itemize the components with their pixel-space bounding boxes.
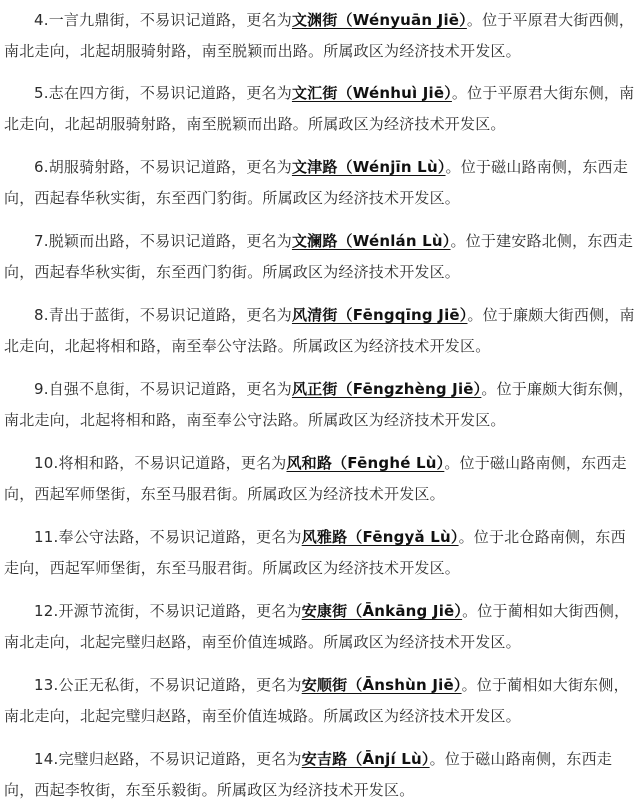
list-item — [4, 744, 640, 806]
street-description: 。位于蔺相如大街西侧，南北走向，北起完璧归赵路，南至价值连城路。所属政区为经济技术开发区。 — [4, 602, 630, 651]
street-description: 。位于磁山路南侧，东西走向，西起军师堡街，东至马服君街。所属政区为经济技术开发区。 — [4, 454, 627, 503]
old-street-name: 脱颖而出路 — [48, 232, 125, 250]
list-item — [4, 152, 640, 214]
street-description: 。位于廉颇大街东侧，南北走向，北起将相和路，南至奉公守法路。所属政区为经济技术开发区。 — [4, 380, 634, 429]
old-street-name: 胡服骑射路 — [48, 158, 125, 176]
street-description: 。位于平原君大街西侧，南北走向，北起胡服骑射路，南至脱颖而出路。所属政区为经济技术开发区。 — [4, 11, 635, 60]
item-number: 4. — [34, 11, 49, 29]
item-number: 10. — [34, 454, 59, 472]
new-street-name: 文澜路（Wénlán Lù） — [291, 232, 451, 250]
item-number: 6. — [34, 158, 49, 176]
street-description: 。位于平原君大街东侧，南北走向，北起胡服骑射路，南至脱颖而出路。所属政区为经济技术开发区。 — [4, 84, 635, 133]
old-street-name: 公正无私街 — [58, 676, 135, 694]
rename-phrase: ，不易识记道路，更名为 — [124, 380, 292, 398]
item-number: 8. — [34, 306, 49, 324]
rename-phrase: ，不易识记道路，更名为 — [134, 528, 302, 546]
new-street-name: 安康街（Ānkāng Jiē） — [301, 602, 463, 620]
item-number: 11. — [34, 528, 59, 546]
rename-phrase: ，不易识记道路，更名为 — [119, 454, 287, 472]
rename-phrase: ，不易识记道路，更名为 — [124, 11, 292, 29]
old-street-name: 奉公守法路 — [58, 528, 135, 546]
old-street-name: 将相和路 — [58, 454, 120, 472]
list-item — [4, 596, 640, 658]
new-street-name: 风清街（Fēngqīng Jiē） — [291, 306, 468, 324]
old-street-name: 自强不息街 — [48, 380, 125, 398]
street-description: 。位于磁山路南侧，东西走向，西起春华秋实街，东至西门豹街。所属政区为经济技术开发区。 — [4, 158, 628, 207]
item-number: 12. — [34, 602, 59, 620]
rename-phrase: ，不易识记道路，更名为 — [134, 602, 302, 620]
new-street-name: 风雅路（Fēngyǎ Lù） — [301, 528, 459, 546]
new-street-name: 文汇街（Wénhuì Jiē） — [291, 84, 452, 102]
rename-phrase: ，不易识记道路，更名为 — [124, 84, 292, 102]
rename-phrase: ，不易识记道路，更名为 — [134, 750, 302, 768]
item-number: 7. — [34, 232, 49, 250]
list-item — [4, 300, 640, 362]
list-item — [4, 226, 640, 288]
list-item — [4, 522, 640, 584]
rename-phrase: ，不易识记道路，更名为 — [134, 676, 302, 694]
new-street-name: 安吉路（Ānjí Lù） — [301, 750, 430, 768]
street-description: 。位于建安路北侧，东西走向，西起春华秋实街，东至西门豹街。所属政区为经济技术开发区。 — [4, 232, 633, 281]
list-item — [4, 78, 640, 140]
new-street-name: 风和路（Fēnghé Lù） — [286, 454, 445, 472]
new-street-name: 文津路（Wénjīn Lù） — [291, 158, 446, 176]
item-number: 13. — [34, 676, 59, 694]
street-description: 。位于廉颇大街西侧，南北走向，北起将相和路，南至奉公守法路。所属政区为经济技术开发区。 — [4, 306, 635, 355]
old-street-name: 开源节流街 — [58, 602, 135, 620]
street-description: 。位于北仓路南侧，东西走向，西起军师堡街，东至马服君街。所属政区为经济技术开发区。 — [4, 528, 626, 577]
list-item — [4, 670, 640, 732]
old-street-name: 一言九鼎街 — [48, 11, 125, 29]
rename-phrase: ，不易识记道路，更名为 — [124, 232, 292, 250]
rename-phrase: ，不易识记道路，更名为 — [124, 158, 292, 176]
old-street-name: 完璧归赵路 — [58, 750, 135, 768]
list-item — [4, 374, 640, 436]
item-number: 9. — [34, 380, 49, 398]
new-street-name: 风正街（Fēngzhèng Jiē） — [291, 380, 482, 398]
list-item — [4, 5, 640, 67]
street-description: 。位于磁山路南侧，东西走向，西起李牧街，东至乐毅街。所属政区为经济技术开发区。 — [4, 750, 613, 799]
new-street-name: 安顺街（Ānshùn Jiē） — [301, 676, 462, 694]
rename-phrase: ，不易识记道路，更名为 — [124, 306, 292, 324]
item-number: 5. — [34, 84, 49, 102]
item-number: 14. — [34, 750, 59, 768]
old-street-name: 志在四方街 — [48, 84, 125, 102]
street-description: 。位于蔺相如大街东侧，南北走向，北起完璧归赵路，南至价值连城路。所属政区为经济技术开发区。 — [4, 676, 629, 725]
old-street-name: 青出于蓝街 — [48, 306, 125, 324]
new-street-name: 文渊街（Wényuān Jiē） — [291, 11, 467, 29]
list-item — [4, 448, 640, 510]
